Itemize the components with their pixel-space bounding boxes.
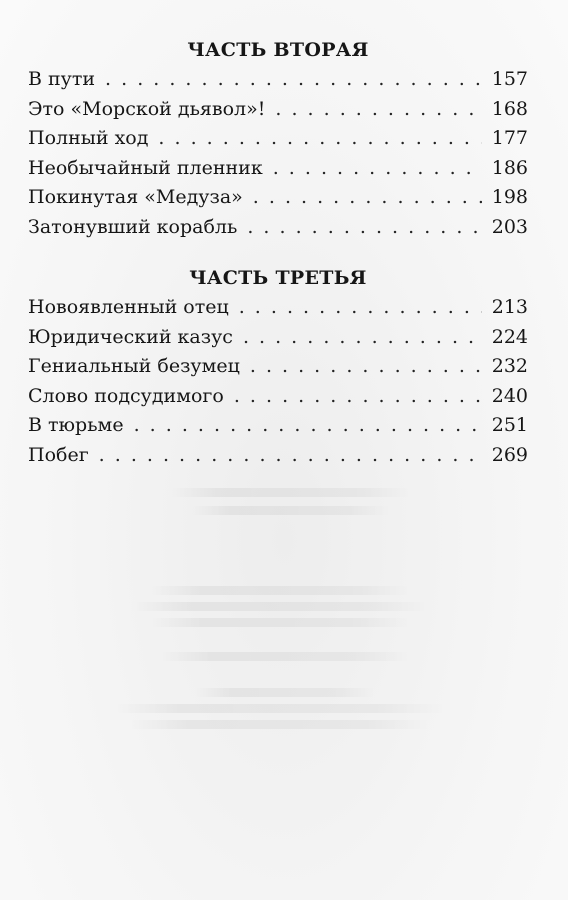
toc-entry — [28, 293, 528, 323]
toc-section-part-two — [28, 35, 528, 243]
toc-entry-title: Юридический казус — [28, 325, 233, 348]
dot-leader — [250, 352, 482, 382]
toc-entry — [28, 183, 528, 213]
toc-list — [28, 293, 528, 471]
toc-entry — [28, 411, 528, 441]
dot-leader — [105, 65, 482, 95]
toc-entry-page: 213 — [491, 296, 528, 318]
toc-entry-page: 198 — [491, 186, 528, 209]
toc-entry — [28, 323, 528, 353]
toc-entry-page: 186 — [491, 156, 528, 179]
dot-leader — [158, 124, 481, 154]
section-title: ЧАСТЬ ВТОРАЯ — [187, 39, 369, 61]
bleed-through-mark — [150, 586, 410, 595]
toc-entry-title: Полный ход — [28, 127, 149, 150]
toc-entry — [28, 154, 528, 184]
dot-leader — [99, 441, 482, 471]
dot-leader — [247, 213, 481, 243]
toc-entry-title: Гениальный безумец — [28, 355, 240, 378]
dot-leader — [234, 382, 482, 412]
bleed-through-mark — [190, 506, 390, 515]
toc-entry-page: 203 — [491, 215, 528, 238]
toc-entry — [28, 124, 528, 154]
toc-entry — [28, 95, 528, 125]
bleed-through-mark — [170, 488, 410, 497]
toc-entry-title: В тюрьме — [28, 414, 124, 437]
toc-entry-page: 224 — [491, 325, 528, 348]
bleed-through-mark — [130, 602, 430, 611]
toc-entry-page: 251 — [491, 414, 528, 437]
toc-entry — [28, 65, 528, 95]
toc-list — [28, 65, 528, 243]
toc-entry-title: Покинутая «Медуза» — [28, 186, 243, 209]
toc-entry — [28, 382, 528, 412]
toc-entry-title: Затонувший корабль — [28, 215, 238, 238]
dot-leader — [134, 411, 482, 441]
toc-entry-title: В пути — [28, 68, 96, 90]
bleed-through-mark — [115, 704, 445, 713]
toc-entry-title: Это «Морской дьявол»! — [28, 97, 266, 120]
toc-entry-title: Слово подсудимого — [28, 384, 224, 407]
toc-entry-page: 157 — [491, 68, 528, 90]
dot-leader — [275, 95, 481, 125]
toc-entry — [28, 352, 528, 382]
toc-entry-page: 177 — [491, 127, 528, 150]
dot-leader — [243, 323, 482, 353]
toc-entry-title: Новоявленный отец — [28, 296, 229, 318]
bleed-through-mark — [150, 618, 410, 627]
dot-leader — [253, 183, 482, 213]
toc-entry-page: 269 — [491, 443, 528, 466]
dot-leader — [273, 154, 482, 184]
bleed-through-mark — [160, 652, 410, 661]
toc-entry — [28, 213, 528, 243]
toc-entry-page: 240 — [491, 384, 528, 407]
toc-entry-page: 168 — [491, 97, 528, 120]
bleed-through-mark — [195, 688, 375, 697]
toc-section-part-three — [28, 263, 528, 471]
toc-entry-title: Побег — [28, 443, 89, 466]
toc-entry — [28, 441, 528, 471]
bleed-through-mark — [130, 720, 430, 729]
toc-entry-title: Необычайный пленник — [28, 156, 263, 179]
section-title: ЧАСТЬ ТРЕТЬЯ — [189, 267, 367, 289]
dot-leader — [239, 293, 482, 323]
toc-entry-page: 232 — [491, 355, 528, 378]
